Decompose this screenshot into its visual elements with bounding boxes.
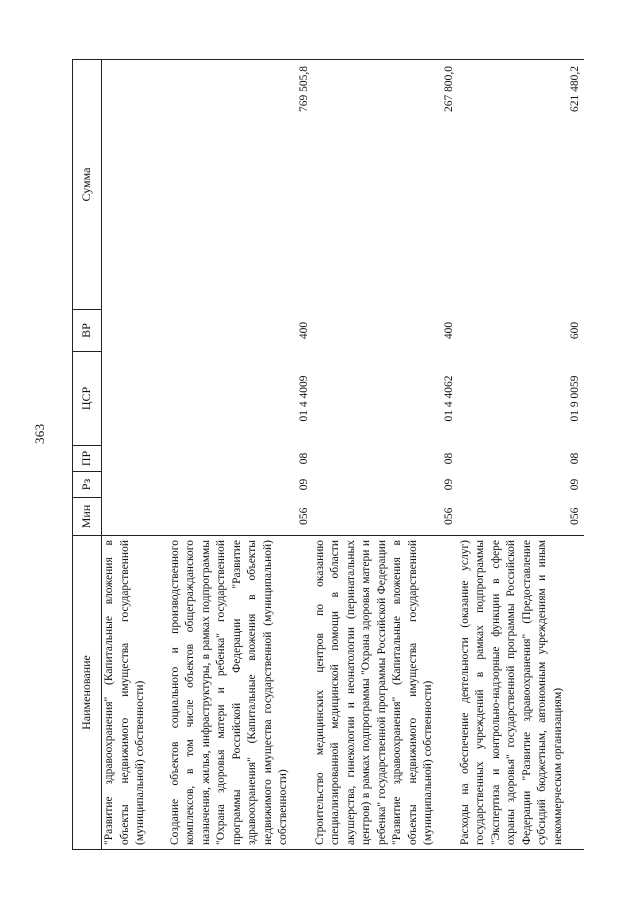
row-pr: 08	[443, 452, 455, 465]
row-min: 056	[569, 507, 581, 525]
row-min: 056	[298, 507, 310, 525]
header-min: Мин	[73, 498, 102, 536]
row-name: Расходы на обеспечение деятельности (оказание услуг) государственных учреждений в рамках подпрограммы "Экспертиза и контрольно-надзорные функции в сфере охраны здоровья" государственной программы Российской Федерации "Развитие здравоохранения" (Предоставление субсидий бюджетным, автономным учреждениям и иным некоммерческим организациям)	[458, 536, 584, 850]
header-name: Наименование	[73, 536, 102, 850]
row-csr: 01 9 0059	[569, 375, 581, 422]
table-row	[458, 60, 584, 850]
row-csr: 01 4 4062	[443, 375, 455, 422]
row-csr: 01 4 4009	[298, 375, 310, 422]
row-vr: 400	[298, 321, 310, 340]
row-sum: 267 800,0	[313, 60, 458, 310]
row-name: Строительство медицинских центров по оказанию специализированной медицинской помощи в области акушерства, гинекологии и неонатологии (перинатальных центров) в рамках подпрограммы "Охрана здоровья матери и ребенка" государственной программы Российской Федерации "Развитие здравоохранения" (Капитальные вложения в объекты недвижимого имущества государственной (муниципальной) собственности)	[313, 536, 458, 850]
budget-table-rotated	[72, 60, 582, 850]
table-row	[313, 60, 458, 850]
row-sum: 621 480,2	[458, 60, 584, 310]
row-rz: 09	[298, 478, 310, 491]
row-min: 056	[443, 507, 455, 525]
budget-table	[72, 59, 584, 850]
row-vr	[102, 310, 168, 352]
header-pr: ПР	[73, 446, 102, 472]
row-csr	[102, 352, 168, 446]
header-csr: ЦСР	[73, 352, 102, 446]
row-pr: 08	[569, 452, 581, 465]
table-row	[168, 60, 313, 850]
row-vr: 400	[443, 321, 455, 340]
table-row	[102, 60, 168, 850]
row-rz: 09	[569, 478, 581, 491]
row-name: "Развитие здравоохранения" (Капитальные вложения в объекты недвижимого имущества государственной (муниципальной) собственности)	[102, 536, 168, 850]
row-vr: 600	[569, 321, 581, 340]
row-name: Создание объектов социального и производственного комплексов, в том числе объектов общегражданского назначения, жилья, инфраструктуры, в рамках подпрограммы "Охрана здоровья матери и ребенка" государственной программы Российской Федерации "Развитие здравоохранения" (Капитальные вложения в объекты недвижимого имущества государственной (муниципальной) собственности)	[168, 536, 313, 850]
header-sum: Сумма	[73, 60, 102, 310]
row-min	[102, 498, 168, 536]
row-rz: 09	[443, 478, 455, 491]
row-pr: 08	[298, 452, 310, 465]
header-vr: ВР	[73, 310, 102, 352]
header-rz: Рз	[73, 472, 102, 498]
row-pr	[102, 446, 168, 472]
row-rz	[102, 472, 168, 498]
row-sum: 769 505,8	[168, 60, 313, 310]
row-sum	[102, 60, 168, 310]
table-header-row	[73, 60, 102, 850]
page-number: 363	[32, 423, 47, 444]
